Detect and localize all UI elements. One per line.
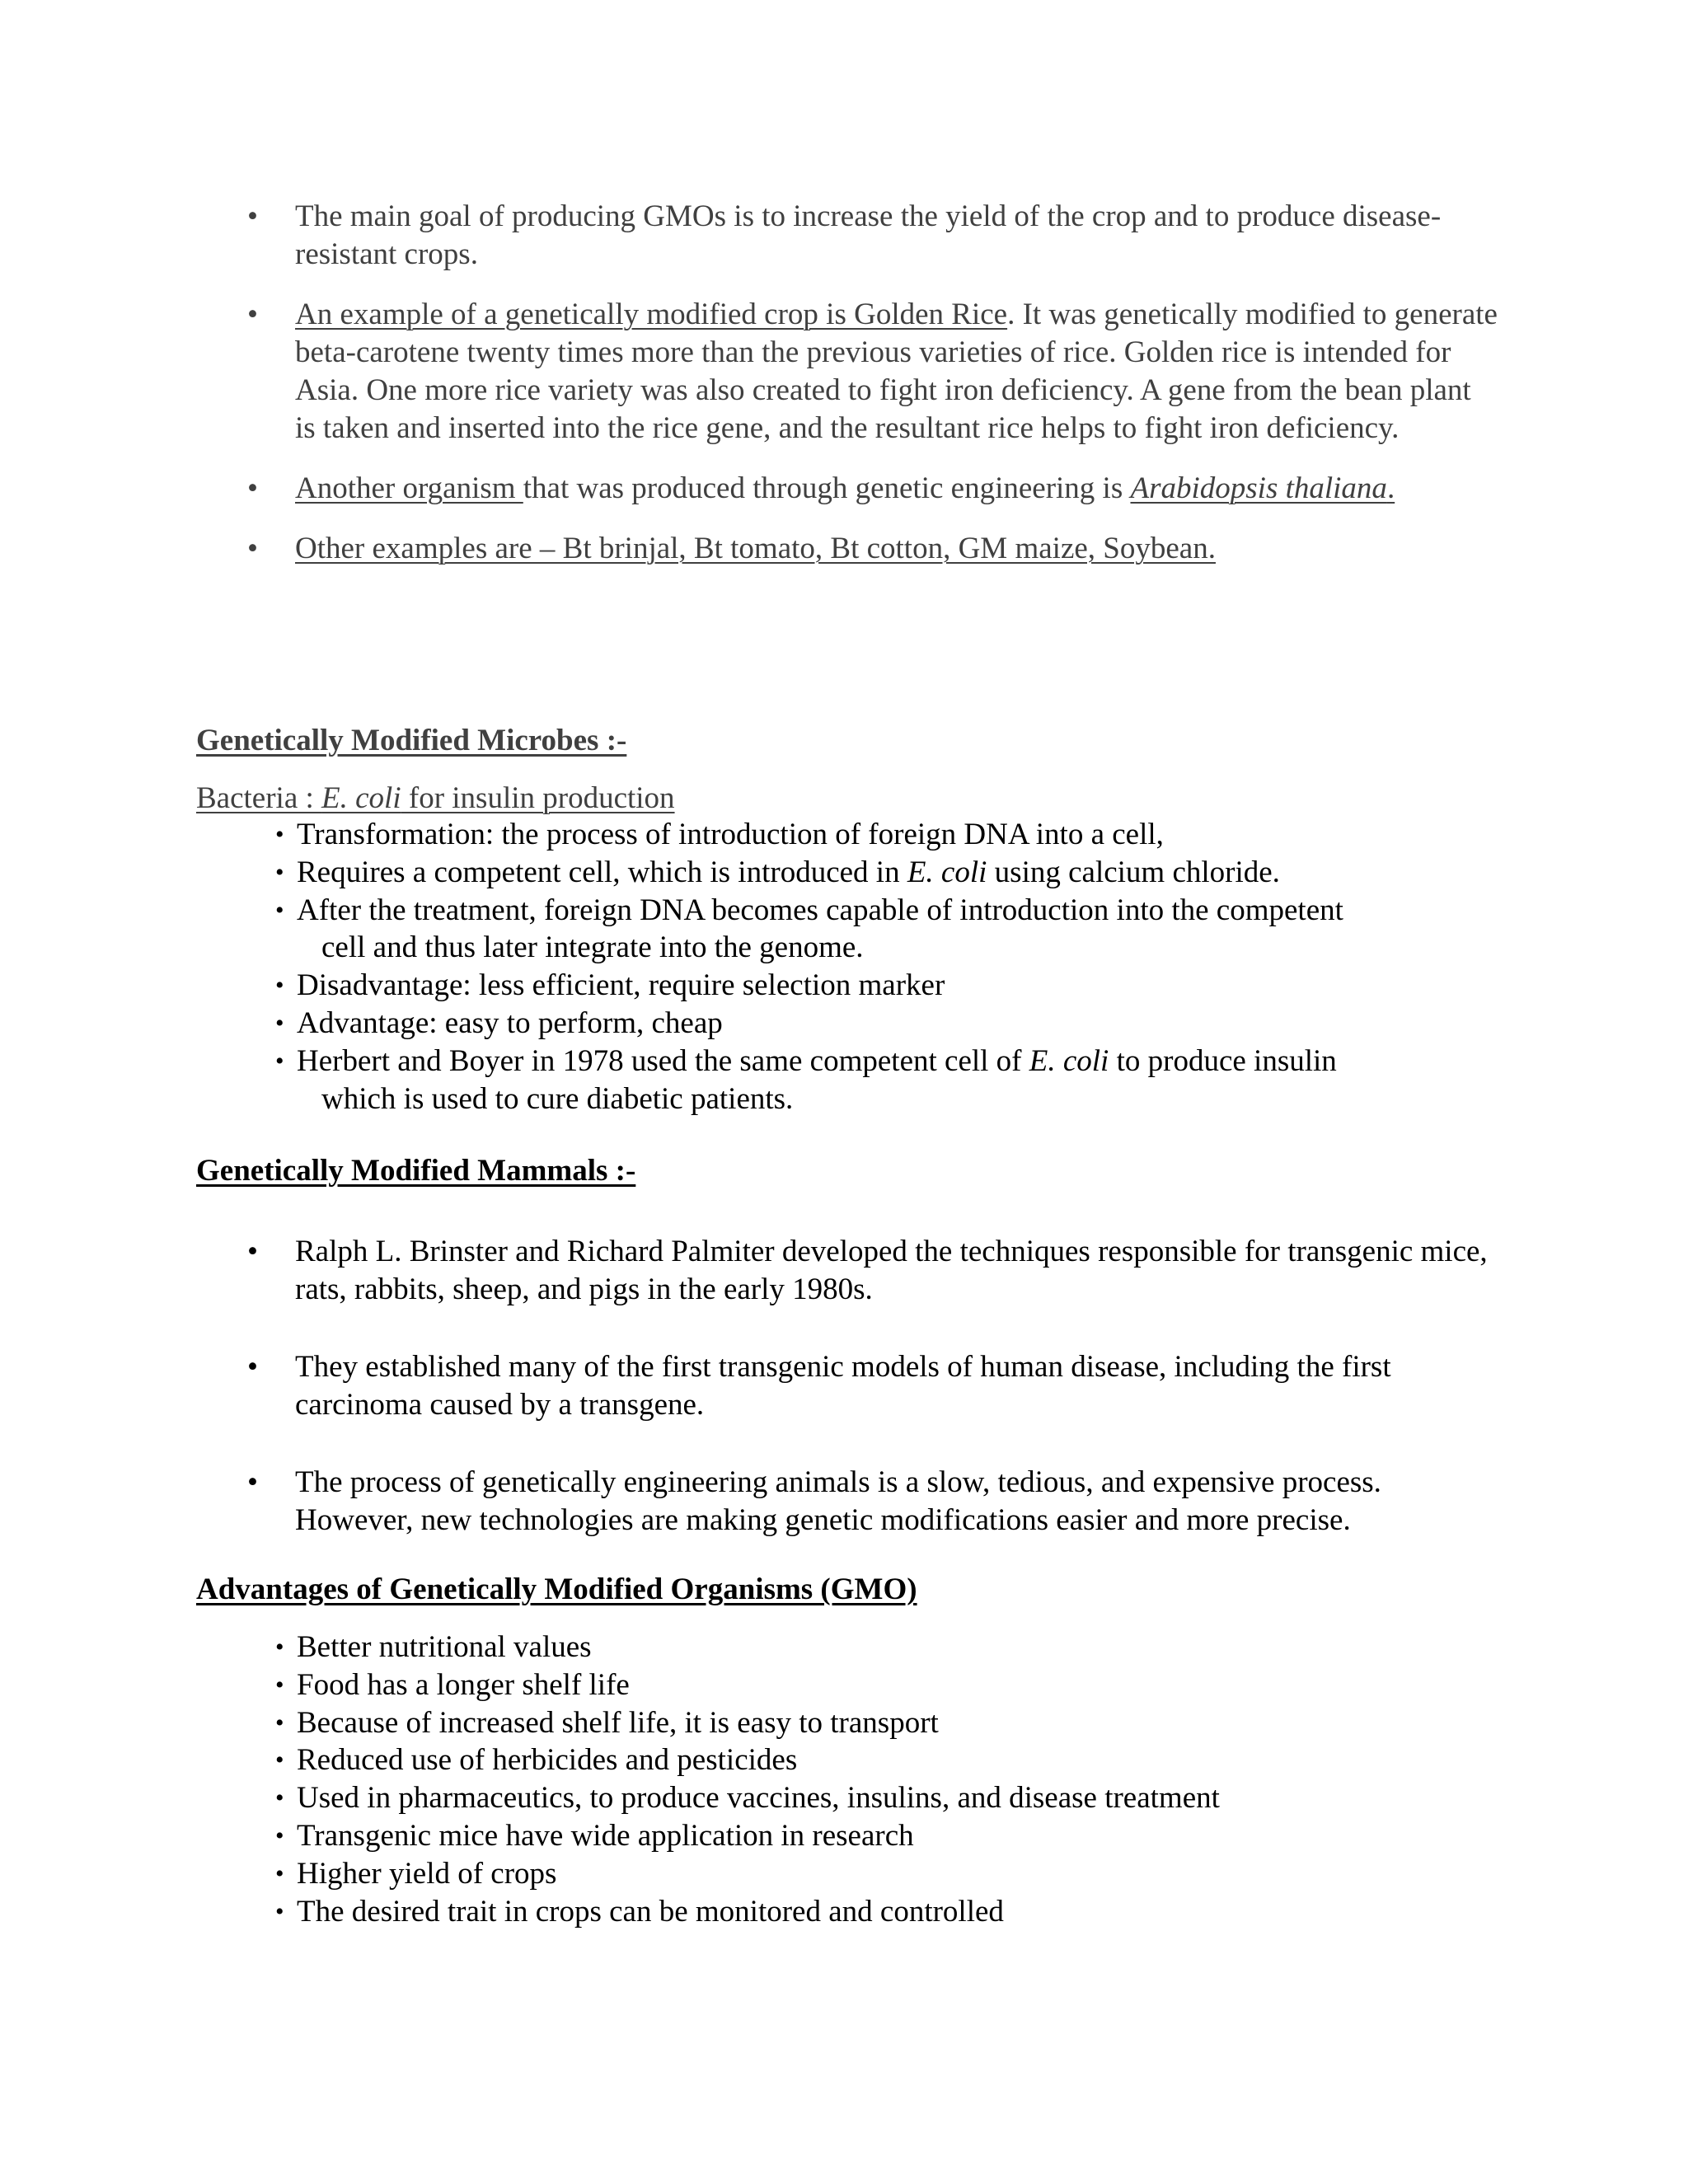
bullet-text: Because of increased shelf life, it is easy to transport bbox=[297, 1705, 939, 1740]
advantages-list bbox=[275, 1629, 1571, 1930]
advantages-heading: Advantages of Genetically Modified Organisms (GMO) bbox=[196, 1572, 917, 1606]
bullet-icon: • bbox=[247, 471, 258, 505]
bullet-text: Used in pharmaceutics, to produce vaccines, insulins, and disease treatment bbox=[297, 1781, 1220, 1816]
list-item bbox=[275, 854, 1571, 892]
list-item bbox=[275, 1043, 1571, 1118]
bullet-text: Ralph L. Brinster and Richard Palmiter developed the techniques responsible for transgenic mice, rats, rabbits, sheep, and pigs in the early 1980s. bbox=[295, 1235, 1488, 1306]
bullet-text: Requires a competent cell, which is introduced in bbox=[297, 855, 907, 889]
list-item bbox=[275, 892, 1571, 968]
bullet-icon: • bbox=[247, 532, 258, 565]
other-examples-underlined: Other examples are – Bt brinjal, Bt tomato, Bt cotton, GM maize, Soybean. bbox=[295, 532, 1216, 565]
bullet-icon: • bbox=[275, 1746, 284, 1774]
microbes-subheading bbox=[196, 780, 675, 818]
bullet-icon: • bbox=[275, 1784, 284, 1812]
list-item bbox=[275, 1893, 1571, 1931]
mammals-list bbox=[196, 1233, 1498, 1579]
another-organism-underlined: Another organism bbox=[295, 471, 523, 505]
list-item bbox=[275, 1666, 1571, 1704]
bullet-icon: • bbox=[275, 1859, 284, 1887]
list-item bbox=[196, 1348, 1498, 1424]
gmo-crops-list bbox=[196, 198, 1498, 590]
bullet-text: They established many of the first transgenic models of human disease, including the first carcinoma caused by a transgene. bbox=[295, 1350, 1391, 1422]
bullet-italic: E. coli bbox=[1029, 1043, 1109, 1078]
bullet-text: The desired trait in crops can be monitored and controlled bbox=[297, 1894, 1004, 1929]
bullet-icon: • bbox=[247, 1235, 258, 1268]
bullet-text: that was produced through genetic engineering is bbox=[523, 471, 1131, 505]
list-item bbox=[275, 1629, 1571, 1666]
bullet-text: Food has a longer shelf life bbox=[297, 1667, 630, 1702]
bullet-icon: • bbox=[275, 821, 284, 848]
microbes-heading: Genetically Modified Microbes :- bbox=[196, 724, 627, 757]
golden-rice-underlined: An example of a genetically modified crop is Golden Rice bbox=[295, 298, 1008, 331]
bullet-icon: • bbox=[275, 1708, 284, 1736]
bullet-icon: • bbox=[275, 896, 284, 924]
bullet-icon: • bbox=[247, 199, 258, 233]
bullet-icon: • bbox=[275, 1633, 284, 1661]
list-item bbox=[196, 198, 1498, 274]
list-item bbox=[275, 1005, 1571, 1043]
list-item bbox=[196, 530, 1498, 568]
bullet-continuation: which is used to cure diabetic patients. bbox=[321, 1081, 794, 1116]
list-item bbox=[275, 816, 1571, 854]
bullet-end: . bbox=[1386, 471, 1395, 505]
list-item bbox=[196, 296, 1498, 448]
bullet-text: Disadvantage: less efficient, require selection marker bbox=[297, 968, 945, 1003]
bullet-text: Reduced use of herbicides and pesticides bbox=[297, 1743, 798, 1778]
list-item bbox=[196, 1464, 1498, 1540]
bullet-italic: E. coli bbox=[907, 855, 987, 889]
bullet-text: Better nutritional values bbox=[297, 1630, 592, 1664]
bullet-text: Advantage: easy to perform, cheap bbox=[297, 1005, 723, 1040]
bullet-continuation: cell and thus later integrate into the genome. bbox=[321, 930, 864, 965]
bullet-icon: • bbox=[247, 298, 258, 331]
list-item bbox=[275, 1779, 1571, 1817]
list-item bbox=[275, 1741, 1571, 1779]
subhead-italic: E. coli bbox=[321, 781, 401, 815]
bullet-icon: • bbox=[275, 1897, 284, 1925]
bullet-text: Higher yield of crops bbox=[297, 1856, 557, 1891]
bullet-icon: • bbox=[275, 1009, 284, 1037]
bullet-icon: • bbox=[247, 1465, 258, 1499]
bullet-icon: • bbox=[275, 858, 284, 886]
bullet-text: After the treatment, foreign DNA becomes capable of introduction into the competent bbox=[297, 893, 1343, 927]
microbes-list bbox=[275, 816, 1571, 1118]
bullet-text: The main goal of producing GMOs is to increase the yield of the crop and to produce disease-resistant crops. bbox=[295, 199, 1442, 271]
subhead-prefix: Bacteria : bbox=[196, 781, 322, 815]
arabidopsis-name: Arabidopsis thaliana bbox=[1130, 471, 1387, 505]
subhead-suffix: for insulin production bbox=[401, 781, 675, 815]
bullet-text: to produce insulin bbox=[1109, 1043, 1337, 1078]
bullet-text: Herbert and Boyer in 1978 used the same competent cell of bbox=[297, 1043, 1029, 1078]
bullet-icon: • bbox=[275, 972, 284, 1000]
bullet-text: The process of genetically engineering animals is a slow, tedious, and expensive process. However, new technologies are making genetic modifications easier and more precise. bbox=[295, 1465, 1381, 1537]
list-item bbox=[196, 1233, 1498, 1309]
list-item bbox=[275, 1704, 1571, 1742]
bullet-text: Transgenic mice have wide application in research bbox=[297, 1818, 914, 1853]
list-item bbox=[275, 1855, 1571, 1893]
bullet-icon: • bbox=[275, 1047, 284, 1075]
bullet-icon: • bbox=[275, 1671, 284, 1699]
bullet-text: . It was genetically modified to generate beta-carotene twenty times more than the previous varieties of rice. Golden rice is intended for Asia. One more rice variety was also created to fight iron deficiency. A gene from the bean plant is taken and inserted into the rice gene, and the resultant rice helps to fight iron deficiency. bbox=[295, 298, 1498, 445]
list-item bbox=[196, 470, 1498, 508]
bullet-text: using calcium chloride. bbox=[987, 855, 1280, 889]
bullet-text: Transformation: the process of introduction of foreign DNA into a cell, bbox=[297, 818, 1164, 851]
list-item bbox=[275, 967, 1571, 1005]
bullet-icon: • bbox=[275, 1821, 284, 1849]
bullet-icon: • bbox=[247, 1350, 258, 1384]
mammals-heading: Genetically Modified Mammals :- bbox=[196, 1154, 636, 1188]
list-item bbox=[275, 1817, 1571, 1855]
